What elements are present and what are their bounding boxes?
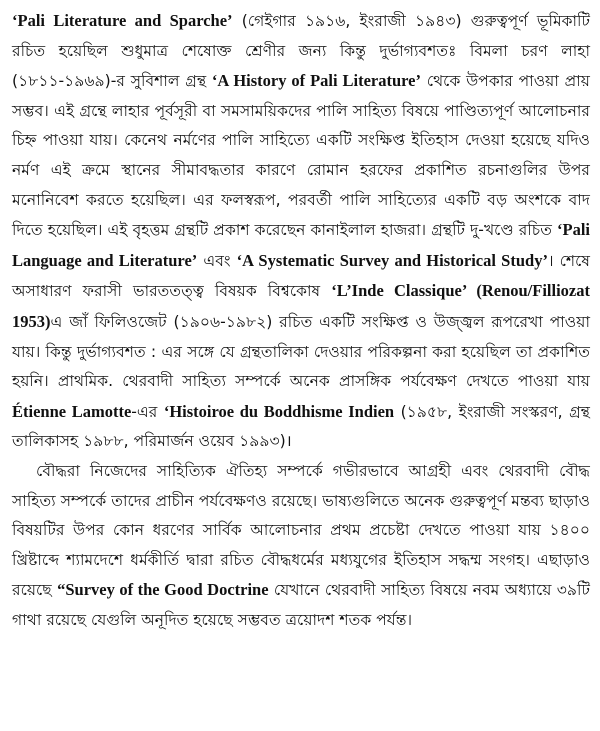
bengali-text: (১৯৫৮, ইংরাজী সংস্করণ, গ্রন্থ তালিকাসহ ১৯৮৮, পরিমার্জন ওয়েব ১৯৯৩)।: [12, 402, 590, 451]
english-citation: ‘Pali Literature and Sparche’: [12, 11, 233, 30]
bengali-text: থেকে উপকার পাওয়া প্রায় সম্ভব। এই গ্রন্থে লাহার পূর্বসূরী বা সমসাময়িকদের পালি সাহিত্য বিষয়ে পাণ্ডিত্যপূর্ণ আলোচনার চিহ্ন পাওয়া যায়। কেনেথ নর্মণের পালি সাহিত্যে একটি সংক্ষিপ্ত ইতিহাস দেওয়া হয়েছে যদিও নর্মণ এই ক্রমে স্থানের সীমাবদ্ধতার কারণে রোমান হরফের প্রকাশিত রচনাগুলির উপর মনোনিবেশ করতে হয়েছিল। এর ফলস্বরূপ, পরবর্তী পালি সাহিত্যের একটি বড় অংশকে বাদ দিতে হয়েছিল। এই বৃহত্তম গ্রন্থটি প্রকাশ করেছেন কানাইলাল হাজরা। গ্রন্থটি দু-খণ্ডে রচিত: [12, 72, 590, 240]
english-citation: ‘L’Inde Classique’ (Renou/Filliozat 1953): [12, 281, 590, 331]
english-citation: “Survey of the Good Doctrine: [57, 580, 269, 600]
bengali-text: এ জাঁ ফিলিওজেট (১৯০৬-১৯৮২) রচিত একটি সংক্ষিপ্ত ও উজ্জ্বল রূপরেখা পাওয়া যায়। কিন্তু দুর্ভাগ্যবশত : এর সঙ্গে যে গ্রন্থতালিকা দেওয়ার পরিকল্পনা করা হয়েছিল তা প্রকাশিত হয়নি। প্রাথমিক. থেরবাদী সাহিত্য সম্পর্কে অনেক প্রাসঙ্গিক পর্যবেক্ষণ দেখতে পাওয়া যায়: [12, 312, 590, 391]
bengali-text: -এর: [131, 402, 164, 421]
bengali-text: এবং: [197, 251, 237, 270]
paragraph: [12, 457, 590, 636]
paragraph: [12, 6, 590, 457]
bengali-text: । শেষে অসাধারণ ফরাসী ভারততত্ত্ব বিষয়ক বিশ্বকোষ: [12, 251, 591, 301]
english-citation: ‘A History of Pali Literature’: [211, 71, 421, 91]
bengali-text: বৌদ্ধরা নিজেদের সাহিত্যিক ঐতিহ্য সম্পর্কে গভীরভাবে আগ্রহী এবং থেরবাদী বৌদ্ধ সাহিত্য সম্পর্কে তাদের প্রাচীন পর্যবেক্ষণও রয়েছে। ভাষ্যগুলিতে অনেক গুরুত্বপূর্ণ মন্তব্য ছাড়াও বিষয়টির উপর কোন ধরণের সার্বিক আলোচনার প্রথম প্রচেষ্টা দেখতে পাওয়া যায় ১৪০০ খ্রিষ্টাব্দে শ্যামদেশে ধর্মকীর্তি দ্বারা রচিত বৌদ্ধধর্মের মধ্যযুগের ইতিহাস সদ্ধম্ম সংগহ। এছাড়াও রয়েছে: [12, 461, 590, 600]
english-citation: Étienne Lamotte: [12, 401, 132, 421]
english-citation: ‘Pali Language and Literature’: [12, 220, 590, 270]
bengali-text: (গেইগার ১৯১৬, ইংরাজী ১৯৪৩) গুরুত্বপূর্ণ ভূমিকাটি রচিত হয়েছিল শুধুমাত্র শেষোক্ত শ্রেণীর জন্য কিন্তু দুর্ভাগ্যবশতঃ বিমলা চরণ লাহা (১৮১১-১৯৬৯)-র সুবিশাল গ্রন্থ: [12, 12, 590, 91]
english-citation: ‘A Systematic Survey and Historical Study’: [236, 250, 548, 270]
english-citation: ‘Histoiroe du Boddhisme Indien: [163, 401, 395, 421]
bengali-text: যেখানে থেরবাদী সাহিত্য বিষয়ে নবম অধ্যায়ে ৩৯টি গাথা রয়েছে যেগুলি অনূদিত হয়েছে সম্ভবত ত্রয়োদশ শতক পর্যন্ত।: [12, 581, 590, 629]
